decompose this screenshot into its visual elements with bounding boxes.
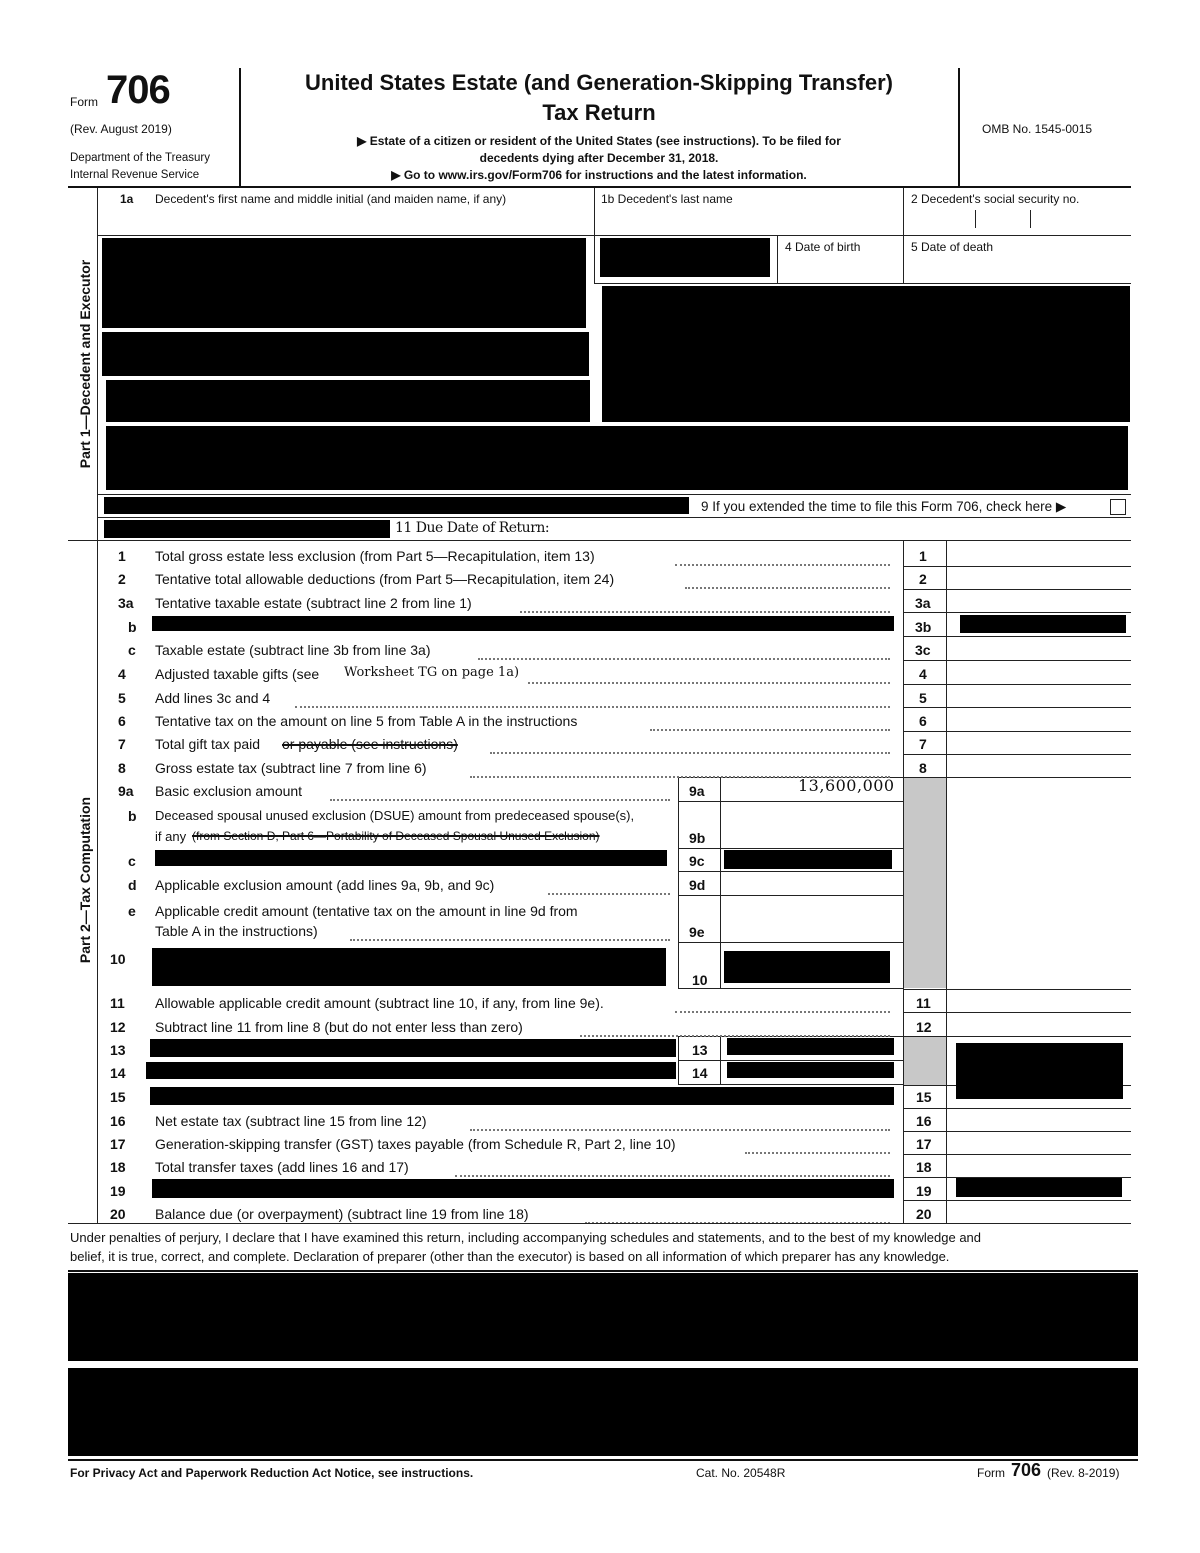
redaction-block (960, 615, 1126, 633)
omb-number: OMB No. 1545-0015 (982, 122, 1093, 136)
line-number: 10 (110, 951, 126, 967)
line-number: b (128, 808, 137, 824)
line-number: 18 (110, 1159, 126, 1175)
privacy-notice: For Privacy Act and Paperwork Reduction Act Notice, see instructions. (70, 1466, 474, 1480)
line-8-label: Gross estate tax (subtract line 7 from line 6) (155, 760, 427, 776)
part2-label: Part 2—Tax Computation (77, 796, 93, 964)
line-18-amount[interactable] (948, 1156, 1130, 1176)
redaction-block (150, 1039, 676, 1057)
line-number: 7 (118, 736, 126, 752)
field-1a-number: 1a (120, 192, 134, 206)
line-box-number: 14 (692, 1065, 708, 1081)
agency: Internal Revenue Service (70, 169, 200, 181)
line-18-label: Total transfer taxes (add lines 16 and 17) (155, 1159, 409, 1175)
line-box-number: 8 (919, 760, 927, 776)
line-7-struck-text: or payable (see instructions) (282, 736, 458, 752)
line-2-label: Tentative total allowable deductions (from Part 5—Recapitulation, item 24) (155, 571, 615, 587)
field-4-label: 4 Date of birth (785, 240, 861, 254)
redaction-block (724, 951, 890, 983)
line-box-number: 3c (915, 642, 931, 658)
line-number: b (128, 619, 137, 635)
redaction-block (727, 1062, 894, 1078)
line-number: d (128, 877, 137, 893)
line-6-label: Tentative tax on the amount on line 5 from Table A in the instructions (155, 713, 578, 729)
line-box-number: 15 (916, 1089, 932, 1105)
line-box-number: 4 (919, 666, 927, 682)
line-box-number: 20 (916, 1206, 932, 1222)
redaction-block (104, 497, 689, 514)
line-box-number: 5 (919, 690, 927, 706)
line-number: 19 (110, 1183, 126, 1199)
subtitle-line1: ▶ Estate of a citizen or resident of the United States (see instructions). To be filed for (357, 134, 841, 148)
redaction-block (150, 1087, 894, 1105)
form-title: United States Estate (and Generation-Skipping Transfer) (305, 70, 893, 95)
redaction-block (152, 1179, 894, 1198)
line-20-label: Balance due (or overpayment) (subtract line 19 from line 18) (155, 1206, 529, 1222)
line-11-amount[interactable] (948, 991, 1130, 1011)
line-17-label: Generation-skipping transfer (GST) taxes payable (from Schedule R, Part 2, line 10) (155, 1136, 676, 1152)
line-box-number: 2 (919, 571, 927, 587)
line-3a-label: Tentative taxable estate (subtract line 2 from line 1) (155, 595, 472, 611)
subtitle-line2: decedents dying after December 31, 2018. (479, 151, 719, 165)
form-number: 706 (106, 68, 170, 112)
line-box-number: 9d (689, 877, 706, 893)
line-16-amount[interactable] (948, 1110, 1130, 1130)
line-number: c (128, 642, 136, 658)
revision-date: (Rev. August 2019) (70, 122, 172, 136)
department: Department of the Treasury (70, 152, 210, 164)
line-11-label: Allowable applicable credit amount (subtract line 10, if any, from line 9e). (155, 995, 604, 1011)
part1-label: Part 1—Decedent and Executor (77, 259, 93, 469)
line-box-number: 9c (689, 853, 705, 869)
subtitle-line3: ▶ Go to www.irs.gov/Form706 for instructions and the latest information. (391, 168, 807, 182)
line-number: 14 (110, 1065, 126, 1081)
field-5-label: 5 Date of death (911, 240, 994, 254)
shaded-cell (904, 1036, 946, 1086)
line-9b-label: Deceased spousal unused exclusion (DSUE) amount from predeceased spouse(s), (155, 808, 635, 823)
extension-checkbox[interactable] (1110, 499, 1126, 515)
line-number: 11 (110, 995, 125, 1011)
line-12-amount[interactable] (948, 1014, 1130, 1035)
redaction-block (68, 1368, 1138, 1456)
redaction-block (727, 1038, 894, 1055)
redaction-block (106, 380, 590, 422)
field-2-label: 2 Decedent's social security no. (911, 192, 1080, 206)
field-11-label: 11 Due Date of Return: (395, 520, 550, 536)
line-number: 20 (110, 1206, 126, 1222)
line-9b-amount[interactable] (722, 803, 902, 847)
redaction-block (724, 850, 892, 869)
field-9-label: 9 If you extended the time to file this Form 706, check here ▶ (701, 499, 1067, 514)
line-number: 8 (118, 760, 126, 776)
line-number: 6 (118, 713, 126, 729)
field-1a-label: Decedent's first name and middle initial (and maiden name, if any) (155, 192, 507, 206)
line-box-number: 12 (916, 1019, 932, 1035)
line-7-amount[interactable] (948, 733, 1130, 753)
line-20-amount[interactable] (948, 1202, 1130, 1222)
line-number: 5 (118, 690, 126, 706)
line-17-amount[interactable] (948, 1133, 1130, 1153)
field-1b-label: 1b Decedent's last name (601, 192, 733, 206)
line-box-number: 9e (689, 924, 705, 940)
line-7-label: Total gift tax paid (155, 736, 261, 752)
line-box-number: 19 (916, 1183, 932, 1199)
redaction-block (104, 520, 390, 538)
catalog-number: Cat. No. 20548R (696, 1466, 786, 1480)
line-box-number: 13 (692, 1042, 708, 1058)
line-9e-cont: Table A in the instructions) (155, 923, 318, 939)
footer-form-number: 706 (1011, 1460, 1042, 1480)
line-box-number: 18 (916, 1159, 932, 1175)
line-1-label: Total gross estate less exclusion (from Part 5—Recapitulation, item 13) (155, 548, 595, 564)
line-5-label: Add lines 3c and 4 (155, 690, 271, 706)
line-box-number: 3b (915, 619, 932, 635)
line-3a-amount[interactable] (948, 591, 1130, 611)
line-2-amount[interactable] (948, 568, 1130, 588)
line-4-label: Adjusted taxable gifts (see (155, 666, 320, 682)
line-box-number: 10 (692, 972, 708, 988)
line-9b-struck-text: (from Section D, Part 6—Portability of Deceased Spousal Unused Exclusion) (192, 829, 600, 843)
line-box-number: 11 (916, 995, 931, 1011)
footer-form-word: Form (977, 1466, 1005, 1480)
line-box-number: 16 (916, 1113, 932, 1129)
line-6-amount[interactable] (948, 709, 1130, 730)
redaction-block (602, 286, 1130, 422)
redaction-block (68, 1273, 1138, 1361)
line-4-amount[interactable] (948, 662, 1130, 683)
line-number: 1 (118, 548, 126, 564)
line-9a-label: Basic exclusion amount (155, 783, 303, 799)
redaction-block (600, 238, 770, 277)
line-3c-amount[interactable] (948, 638, 1130, 659)
line-16-label: Net estate tax (subtract line 15 from line 12) (155, 1113, 427, 1129)
redaction-block (146, 1062, 676, 1079)
line-8-amount[interactable] (948, 756, 1130, 776)
redaction-block (106, 426, 1128, 490)
line-9a-value[interactable]: 13,600,000 (798, 776, 895, 795)
footer-revision: (Rev. 8-2019) (1047, 1466, 1120, 1480)
form-word: Form (70, 95, 98, 109)
redaction-block (152, 616, 894, 631)
line-12-label: Subtract line 11 from line 8 (but do not enter less than zero) (155, 1019, 523, 1035)
shaded-cell (904, 778, 946, 988)
line-5-amount[interactable] (948, 686, 1130, 706)
line-number: 15 (110, 1089, 126, 1105)
line-3c-label: Taxable estate (subtract line 3b from line 3a) (155, 642, 431, 658)
line-4-handwritten: Worksheet TG on page 1a) (344, 665, 520, 680)
line-number: 12 (110, 1019, 126, 1035)
line-9d-label: Applicable exclusion amount (add lines 9a, 9b, and 9c) (155, 877, 495, 893)
line-box-number: 9b (689, 830, 706, 846)
redaction-block (956, 1178, 1122, 1197)
line-9b-cont: if any (155, 829, 187, 844)
perjury-statement-cont: belief, it is true, correct, and complete. Declaration of preparer (other than the executor) is based on all information of which preparer has any knowledge. (70, 1249, 950, 1264)
line-number: 4 (118, 666, 126, 682)
line-number: e (128, 903, 136, 919)
line-box-number: 3a (915, 595, 931, 611)
form-title-line2: Tax Return (542, 100, 656, 125)
line-number: 17 (110, 1136, 126, 1152)
line-box-number: 7 (919, 736, 927, 752)
redaction-block (152, 948, 666, 986)
redaction-block (102, 332, 589, 376)
line-box-number: 1 (919, 548, 927, 564)
redaction-block (956, 1043, 1123, 1099)
redaction-block (102, 238, 586, 328)
line-number: 2 (118, 571, 126, 587)
line-1-amount[interactable] (948, 544, 1130, 565)
line-number: 9a (118, 783, 134, 799)
line-9d-amount[interactable] (722, 873, 902, 894)
redaction-block (155, 850, 667, 866)
line-box-number: 6 (919, 713, 927, 729)
line-9e-label: Applicable credit amount (tentative tax on the amount in line 9d from (155, 903, 578, 919)
line-number: 13 (110, 1042, 126, 1058)
line-9e-amount[interactable] (722, 897, 902, 941)
perjury-statement: Under penalties of perjury, I declare that I have examined this return, including accompanying schedules and statements, and to the best of my knowledge and (70, 1230, 982, 1245)
line-number: 16 (110, 1113, 126, 1129)
line-number: 3a (118, 595, 134, 611)
line-box-number: 9a (689, 783, 705, 799)
line-number: c (128, 853, 136, 869)
line-box-number: 17 (916, 1136, 932, 1152)
